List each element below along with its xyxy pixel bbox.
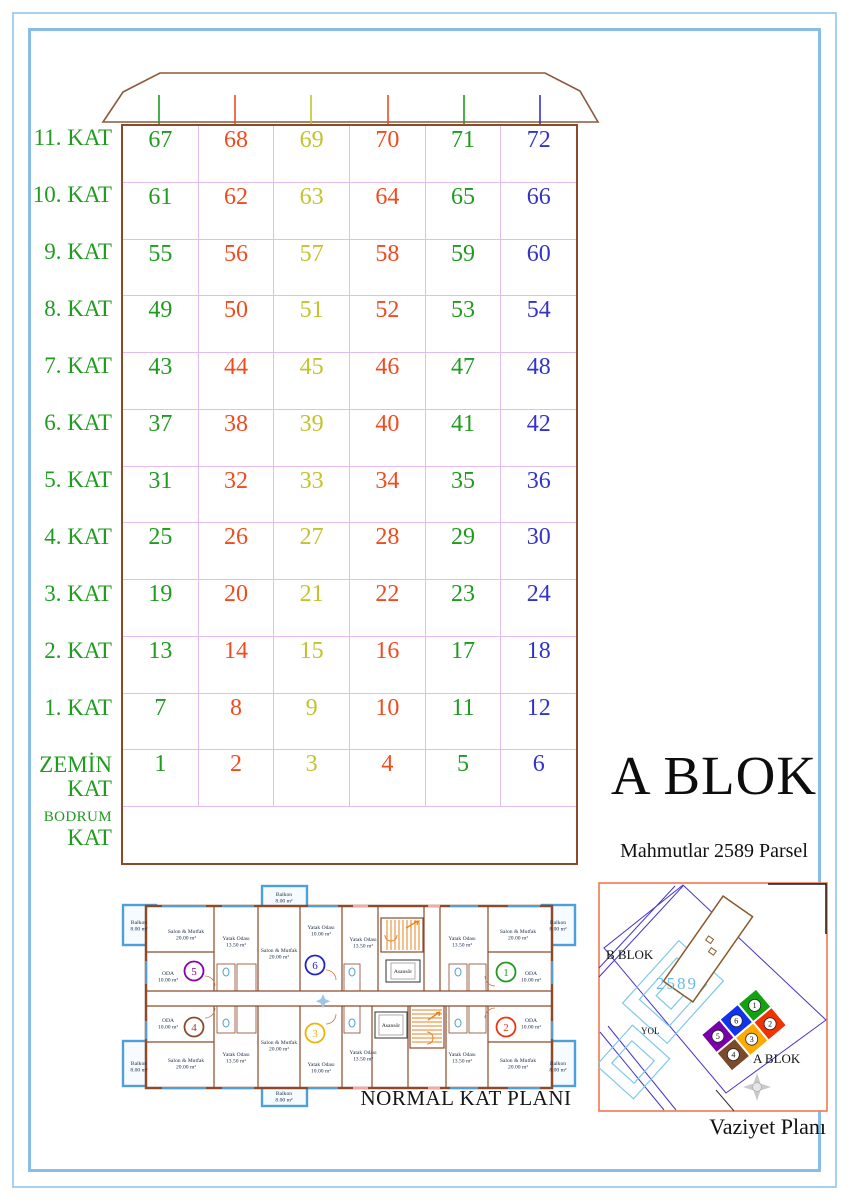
room-name: ODA: [524, 971, 538, 977]
unit-number-cell: 65: [425, 183, 501, 239]
room-area: 13.50 m²: [225, 942, 247, 949]
unit-number-cell: 58: [349, 240, 425, 296]
floor-label: 5. KAT: [44, 467, 112, 492]
unit-number-cell: 31: [148, 467, 173, 494]
roof-outline: [103, 73, 598, 122]
site-plan: [598, 882, 828, 1112]
unit-number-cell: 2: [198, 750, 274, 806]
room-area: 8.00 m²: [130, 926, 148, 933]
road-label: YOL: [641, 1026, 660, 1036]
unit-number-cell: 13: [148, 637, 173, 664]
unit-circle-number: 5: [191, 965, 197, 978]
building-roof: [95, 58, 607, 128]
room-name: Yatak Odası: [307, 1062, 335, 1068]
unit-number-cell: 56: [198, 240, 274, 296]
elevator-lower: [375, 1012, 407, 1038]
site-unit-number: 4: [731, 1050, 736, 1060]
unit-number-cell: 64: [349, 183, 425, 239]
room-name: Balkon: [549, 920, 567, 926]
room-name: Salon & Mutfak: [167, 929, 205, 935]
unit-number-cell: 36: [500, 467, 576, 523]
room-area: 13.50 m²: [352, 943, 374, 950]
room-area: 10.00 m²: [157, 977, 179, 984]
room-name: Balkon: [549, 1061, 567, 1067]
unit-number-cell: 66: [500, 183, 576, 239]
unit-number-cell: 71: [425, 126, 501, 182]
unit-number-cell: 55: [148, 240, 173, 267]
room-area: 10.00 m²: [310, 1068, 332, 1075]
unit-number-cell: 42: [500, 410, 576, 466]
unit-number-cell: 28: [349, 523, 425, 579]
site-unit-number: 1: [752, 1001, 757, 1011]
unit-number-cell: 62: [198, 183, 274, 239]
room-area: 13.50 m²: [225, 1058, 247, 1065]
unit-number-cell: 19: [148, 581, 173, 608]
room-area: 8.00 m²: [275, 898, 293, 905]
room-area: 20.00 m²: [268, 1046, 290, 1053]
floor-row: [123, 580, 576, 637]
room-name: Yatak Odası: [448, 936, 476, 942]
unit-number-cell: 59: [425, 240, 501, 296]
parcel-number: 2589: [656, 974, 698, 993]
floor-label: BODRUM KAT: [43, 809, 112, 850]
floor-row: [123, 183, 576, 240]
staircase-lower: [410, 1006, 444, 1048]
floor-row: [123, 126, 576, 183]
unit-number-grid: [121, 124, 578, 865]
floor-row: [123, 353, 576, 410]
unit-number-cell: 21: [273, 580, 349, 636]
floor-label: 3. KAT: [44, 581, 112, 606]
unit-number-cell: 25: [148, 524, 173, 551]
room-area: 8.00 m²: [130, 1067, 148, 1074]
room-area: 13.50 m²: [451, 942, 473, 949]
unit-number-cell: 8: [198, 694, 274, 750]
unit-number-cell: 41: [425, 410, 501, 466]
room-area: 10.00 m²: [157, 1024, 179, 1031]
unit-number-cell: 48: [500, 353, 576, 409]
unit-number-cell: 52: [349, 296, 425, 352]
unit-number-cell: 49: [148, 297, 173, 324]
normal-floor-plan: [110, 876, 590, 1116]
site-unit-number: 2: [768, 1019, 773, 1029]
floor-label: 2. KAT: [44, 638, 112, 663]
room-name: Yatak Odası: [222, 936, 250, 942]
unit-number-cell: 32: [198, 467, 274, 523]
unit-number-cell: 37: [148, 410, 173, 437]
unit-number-cell: 57: [273, 240, 349, 296]
room-area: 20.00 m²: [507, 1064, 529, 1071]
room-area: 8.00 m²: [275, 1097, 293, 1104]
floor-label: ZEMİN KAT: [39, 752, 112, 802]
unit-number-cell: 1: [154, 751, 167, 778]
unit-number-cell: 5: [425, 750, 501, 806]
unit-number-cell: 68: [198, 126, 274, 182]
unit-circle-number: 4: [191, 1021, 197, 1034]
room-area: 10.00 m²: [520, 1024, 542, 1031]
room-area: 8.00 m²: [549, 1067, 567, 1074]
staircase-upper: [381, 918, 423, 952]
unit-number-cell: 70: [349, 126, 425, 182]
room-name: Yatak Odası: [307, 925, 335, 931]
room-name: Salon & Mutfak: [260, 948, 298, 954]
unit-number-cell: 35: [425, 467, 501, 523]
floor-label: 8. KAT: [44, 296, 112, 321]
unit-number-cell: 15: [273, 637, 349, 693]
room-area: 13.50 m²: [451, 1058, 473, 1065]
unit-number-cell: 54: [500, 296, 576, 352]
unit-number-cell: 11: [425, 694, 501, 750]
room-area: 20.00 m²: [175, 1064, 197, 1071]
unit-number-cell: 30: [500, 523, 576, 579]
room-area: 10.00 m²: [310, 931, 332, 938]
unit-number-cell: 69: [273, 126, 349, 182]
unit-number-cell: 29: [425, 523, 501, 579]
unit-number-cell: 9: [273, 694, 349, 750]
unit-number-cell: 40: [349, 410, 425, 466]
unit-number-cell: 61: [148, 183, 173, 210]
room-name: Yatak Odası: [222, 1052, 250, 1058]
unit-circle-number: 1: [503, 966, 509, 979]
unit-number-cell: 33: [273, 467, 349, 523]
room-area: 20.00 m²: [507, 935, 529, 942]
b-blok-label: B BLOK: [606, 947, 654, 962]
unit-number-cell: 60: [500, 240, 576, 296]
building-outline: [146, 906, 552, 1088]
room-name: Salon & Mutfak: [499, 929, 537, 935]
room-name: Yatak Odası: [349, 937, 377, 943]
floor-row: [123, 467, 576, 524]
room-area: 13.50 m²: [352, 1056, 374, 1063]
elevator-label: Asansör: [393, 969, 413, 975]
floor-row: [123, 523, 576, 580]
a-blok-label: A BLOK: [753, 1051, 801, 1066]
unit-circle-number: 2: [503, 1021, 509, 1034]
floor-row: [123, 410, 576, 467]
unit-number-cell: 51: [273, 296, 349, 352]
floor-labels-column: [14, 124, 112, 865]
unit-number-cell: 23: [425, 580, 501, 636]
floor-row: [123, 240, 576, 297]
floor-row: [123, 807, 576, 863]
unit-number-cell: 63: [273, 183, 349, 239]
unit-number-cell: 14: [198, 637, 274, 693]
unit-number-cell: 53: [425, 296, 501, 352]
unit-number-cell: 6: [500, 750, 576, 806]
unit-number-cell: 45: [273, 353, 349, 409]
room-name: Yatak Odası: [448, 1052, 476, 1058]
unit-number-cell: 7: [154, 694, 167, 721]
unit-number-cell: 22: [349, 580, 425, 636]
floor-label: 1. KAT: [44, 695, 112, 720]
unit-number-cell: 43: [148, 354, 173, 381]
unit-number-cell: 38: [198, 410, 274, 466]
floor-plan-caption: NORMAL KAT PLANI: [360, 1086, 572, 1110]
unit-number-cell: 24: [500, 580, 576, 636]
room-name: Salon & Mutfak: [167, 1058, 205, 1064]
unit-number-cell: 4: [349, 750, 425, 806]
unit-number-cell: 3: [273, 750, 349, 806]
floor-label: 7. KAT: [44, 353, 112, 378]
unit-number-cell: 17: [425, 637, 501, 693]
floor-row: [123, 637, 576, 694]
site-unit-number: 6: [734, 1016, 739, 1026]
floor-row: [123, 296, 576, 353]
unit-number-cell: 72: [500, 126, 576, 182]
parcel-subtitle: Mahmutlar 2589 Parsel: [620, 840, 808, 862]
unit-number-cell: 20: [198, 580, 274, 636]
room-name: Yatak Odası: [349, 1050, 377, 1056]
unit-number-cell: 12: [500, 694, 576, 750]
floor-row: [123, 750, 576, 807]
room-area: 20.00 m²: [175, 935, 197, 942]
floor-label: 4. KAT: [44, 524, 112, 549]
room-name: ODA: [524, 1018, 538, 1024]
elevator-label: Asansör: [381, 1023, 401, 1029]
unit-number-cell: 18: [500, 637, 576, 693]
unit-number-cell: 34: [349, 467, 425, 523]
room-name: Balkon: [130, 920, 148, 926]
unit-circle-number: 6: [312, 959, 318, 972]
site-unit-number: 3: [749, 1034, 754, 1044]
unit-number-cell: 16: [349, 637, 425, 693]
unit-number-cell: 47: [425, 353, 501, 409]
room-area: 10.00 m²: [520, 977, 542, 984]
floor-label: 9. KAT: [44, 239, 112, 264]
room-name: ODA: [161, 971, 175, 977]
unit-circle-number: 3: [312, 1027, 318, 1040]
floor-label: 11. KAT: [33, 125, 112, 150]
room-area: 20.00 m²: [268, 954, 290, 961]
room-name: Balkon: [275, 892, 293, 898]
room-area: 8.00 m²: [549, 926, 567, 933]
unit-number-cell: 39: [273, 410, 349, 466]
unit-number-cell: 10: [349, 694, 425, 750]
unit-number-cell: 27: [273, 523, 349, 579]
floor-label: 6. KAT: [44, 410, 112, 435]
unit-number-cell: 46: [349, 353, 425, 409]
room-name: Salon & Mutfak: [499, 1058, 537, 1064]
unit-number-cell: 67: [148, 127, 173, 153]
unit-number-cell: 26: [198, 523, 274, 579]
site-plan-caption: Vaziyet Planı: [709, 1114, 826, 1139]
site-unit-number: 5: [715, 1032, 720, 1042]
room-name: Salon & Mutfak: [260, 1040, 298, 1046]
room-name: Balkon: [275, 1091, 293, 1097]
room-name: Balkon: [130, 1061, 148, 1067]
block-title: A BLOK: [610, 745, 818, 806]
elevator-upper: [386, 960, 420, 982]
unit-number-cell: 44: [198, 353, 274, 409]
floor-row: [123, 694, 576, 751]
floor-label: 10. KAT: [32, 182, 112, 207]
unit-number-cell: 50: [198, 296, 274, 352]
room-name: ODA: [161, 1018, 175, 1024]
